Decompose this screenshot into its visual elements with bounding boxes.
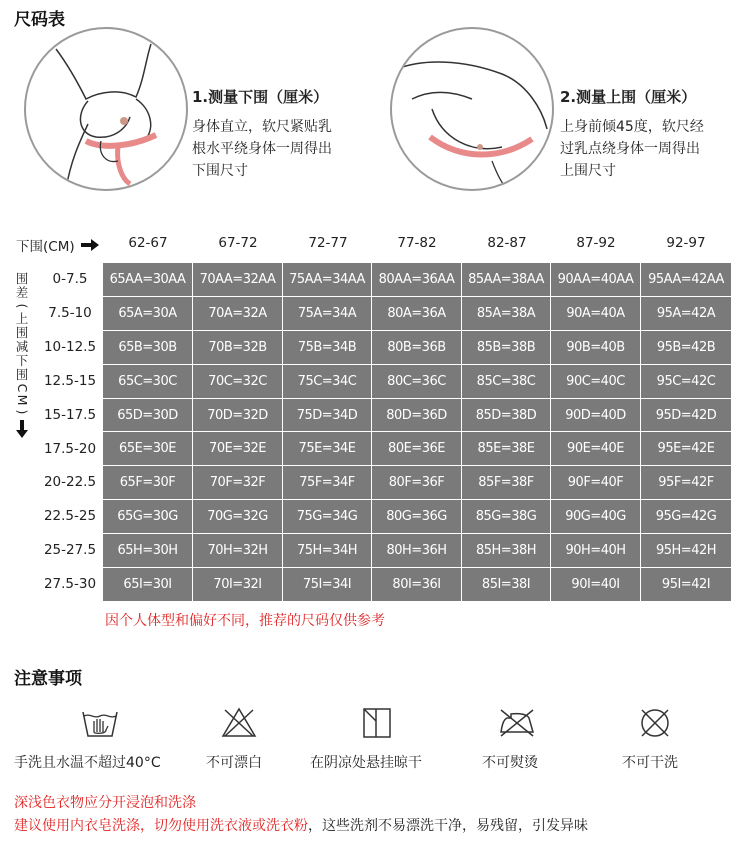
axis-char: 上 <box>15 311 29 326</box>
size-cell: 90AA=40AA <box>551 263 641 297</box>
size-cell: 70D=32D <box>193 399 283 433</box>
size-cell: 65E=30E <box>103 432 193 466</box>
column-header: 87-92 <box>576 235 616 251</box>
no-iron-icon <box>497 706 537 742</box>
shade-dry-icon <box>361 706 393 744</box>
size-cell: 95A=42A <box>641 297 732 331</box>
size-cell: 90H=40H <box>551 534 641 568</box>
size-cell: 75C=34C <box>283 365 372 399</box>
axis-char: ) <box>15 409 30 415</box>
size-cell: 65C=30C <box>103 365 193 399</box>
size-cell: 90I=40I <box>551 568 641 602</box>
size-cell: 75I=34I <box>283 568 372 602</box>
size-cell: 85A=38A <box>462 297 551 331</box>
size-cell: 65A=30A <box>103 297 193 331</box>
size-cell: 95H=42H <box>641 534 732 568</box>
step-2-title: 2.测量上围（厘米） <box>560 88 697 106</box>
size-cell: 80A=36A <box>372 297 462 331</box>
size-cell: 80G=36G <box>372 500 462 534</box>
axis-char: 围 <box>15 367 29 382</box>
care-note-detergent-warning: 建议使用内衣皂洗涤，切勿使用洗衣液或洗衣粉 <box>14 818 308 834</box>
axis-char: 围 <box>15 325 29 340</box>
size-chart-table <box>103 263 732 602</box>
size-cell: 80I=36I <box>372 568 462 602</box>
underbust-axis-label <box>16 235 99 255</box>
size-cell: 85AA=38AA <box>462 263 551 297</box>
care-label-no-dry-clean: 不可干洗 <box>622 755 678 771</box>
size-cell: 75A=34A <box>283 297 372 331</box>
column-header: 62-67 <box>128 235 168 251</box>
hand-wash-icon <box>80 706 120 744</box>
size-cell: 85B=38B <box>462 331 551 365</box>
care-label-no-iron: 不可熨烫 <box>482 755 538 771</box>
size-cell: 95G=42G <box>641 500 732 534</box>
size-cell: 75F=34F <box>283 466 372 500</box>
row-header: 25-27.5 <box>43 542 97 559</box>
column-header: 92-97 <box>666 235 706 251</box>
axis-char: 减 <box>15 339 29 354</box>
row-header: 10-12.5 <box>43 338 97 355</box>
size-cell: 65G=30G <box>103 500 193 534</box>
no-bleach-icon <box>221 706 257 742</box>
size-cell: 70A=32A <box>193 297 283 331</box>
size-cell: 70F=32F <box>193 466 283 500</box>
size-cell: 85C=38C <box>462 365 551 399</box>
care-label-shade-dry: 在阴凉处悬挂晾干 <box>310 755 422 771</box>
size-cell: 80B=36B <box>372 331 462 365</box>
size-cell: 95AA=42AA <box>641 263 732 297</box>
step-1-description: 身体直立，软尺紧贴乳 根水平绕身体一周得出 下围尺寸 <box>192 119 332 179</box>
row-header: 20-22.5 <box>43 474 97 491</box>
measure-bust-illustration <box>390 27 554 191</box>
size-cell: 75G=34G <box>283 500 372 534</box>
size-cell: 65I=30I <box>103 568 193 602</box>
size-cell: 75H=34H <box>283 534 372 568</box>
arrow-down-icon <box>14 420 30 441</box>
size-cell: 80H=36H <box>372 534 462 568</box>
size-cell: 65H=30H <box>103 534 193 568</box>
axis-char: M <box>15 394 30 406</box>
row-header: 15-17.5 <box>43 406 97 423</box>
size-cell: 75D=34D <box>283 399 372 433</box>
care-label-hand-wash: 手洗且水温不超过40°C <box>14 755 161 771</box>
size-cell: 85E=38E <box>462 432 551 466</box>
size-recommendation-note: 因个人体型和偏好不同，推荐的尺码仅供参考 <box>105 613 385 629</box>
care-section-title: 注意事项 <box>14 669 82 689</box>
size-cell: 65D=30D <box>103 399 193 433</box>
step-2-description: 上身前倾45度，软尺经 过乳点绕身体一周得出 上围尺寸 <box>560 119 704 179</box>
cup-difference-axis-label <box>14 272 30 441</box>
size-cell: 70E=32E <box>193 432 283 466</box>
size-cell: 90A=40A <box>551 297 641 331</box>
size-cell: 65F=30F <box>103 466 193 500</box>
size-cell: 90G=40G <box>551 500 641 534</box>
column-header: 72-77 <box>308 235 348 251</box>
size-cell: 70I=32I <box>193 568 283 602</box>
size-cell: 70C=32C <box>193 365 283 399</box>
row-header: 17.5-20 <box>43 440 97 457</box>
axis-char: 差 <box>15 285 29 300</box>
row-header: 22.5-25 <box>43 508 97 525</box>
size-cell: 70B=32B <box>193 331 283 365</box>
row-header: 7.5-10 <box>48 304 92 321</box>
size-cell: 80F=36F <box>372 466 462 500</box>
size-cell: 85H=38H <box>462 534 551 568</box>
column-header: 77-82 <box>397 235 437 251</box>
size-cell: 70G=32G <box>193 500 283 534</box>
size-cell: 85G=38G <box>462 500 551 534</box>
row-header: 12.5-15 <box>43 372 97 389</box>
axis-char: C <box>15 383 30 393</box>
size-cell: 90B=40B <box>551 331 641 365</box>
size-cell: 95E=42E <box>641 432 732 466</box>
column-header: 67-72 <box>218 235 258 251</box>
size-cell: 80C=36C <box>372 365 462 399</box>
size-cell: 75B=34B <box>283 331 372 365</box>
no-dry-clean-icon <box>638 706 672 744</box>
axis-char: ( <box>15 303 30 309</box>
size-cell: 70H=32H <box>193 534 283 568</box>
size-cell: 80D=36D <box>372 399 462 433</box>
size-cell: 70AA=32AA <box>193 263 283 297</box>
size-cell: 95F=42F <box>641 466 732 500</box>
axis-char: 围 <box>15 271 29 286</box>
cup-difference-axis-text <box>14 272 30 418</box>
size-cell: 80AA=36AA <box>372 263 462 297</box>
step-1-title: 1.测量下围（厘米） <box>192 88 329 106</box>
size-cell: 85F=38F <box>462 466 551 500</box>
row-header: 0-7.5 <box>52 271 88 287</box>
size-cell: 90E=40E <box>551 432 641 466</box>
measure-underbust-illustration <box>24 27 188 191</box>
care-label-no-bleach: 不可漂白 <box>206 755 262 771</box>
care-note-detergent <box>14 815 744 835</box>
row-header: 27.5-30 <box>43 576 97 593</box>
size-cell: 75AA=34AA <box>283 263 372 297</box>
size-cell: 95I=42I <box>641 568 732 602</box>
size-cell: 80E=36E <box>372 432 462 466</box>
arrow-right-icon <box>81 239 99 255</box>
size-cell: 85I=38I <box>462 568 551 602</box>
size-cell: 90F=40F <box>551 466 641 500</box>
size-cell: 75E=34E <box>283 432 372 466</box>
size-cell: 95B=42B <box>641 331 732 365</box>
axis-char: 下 <box>15 353 29 368</box>
size-cell: 90D=40D <box>551 399 641 433</box>
size-cell: 85D=38D <box>462 399 551 433</box>
size-cell: 90C=40C <box>551 365 641 399</box>
underbust-axis-text: 下围(CM) <box>16 239 75 255</box>
column-header: 82-87 <box>487 235 527 251</box>
page-title: 尺码表 <box>14 10 65 30</box>
size-cell: 95C=42C <box>641 365 732 399</box>
size-cell: 65B=30B <box>103 331 193 365</box>
care-note-separate: 深浅色衣物应分开浸泡和洗涤 <box>14 795 196 811</box>
size-cell: 65AA=30AA <box>103 263 193 297</box>
size-cell: 95D=42D <box>641 399 732 433</box>
care-note-detergent-reason: ，这些洗剂不易漂洗干净，易残留，引发异味 <box>308 818 588 834</box>
